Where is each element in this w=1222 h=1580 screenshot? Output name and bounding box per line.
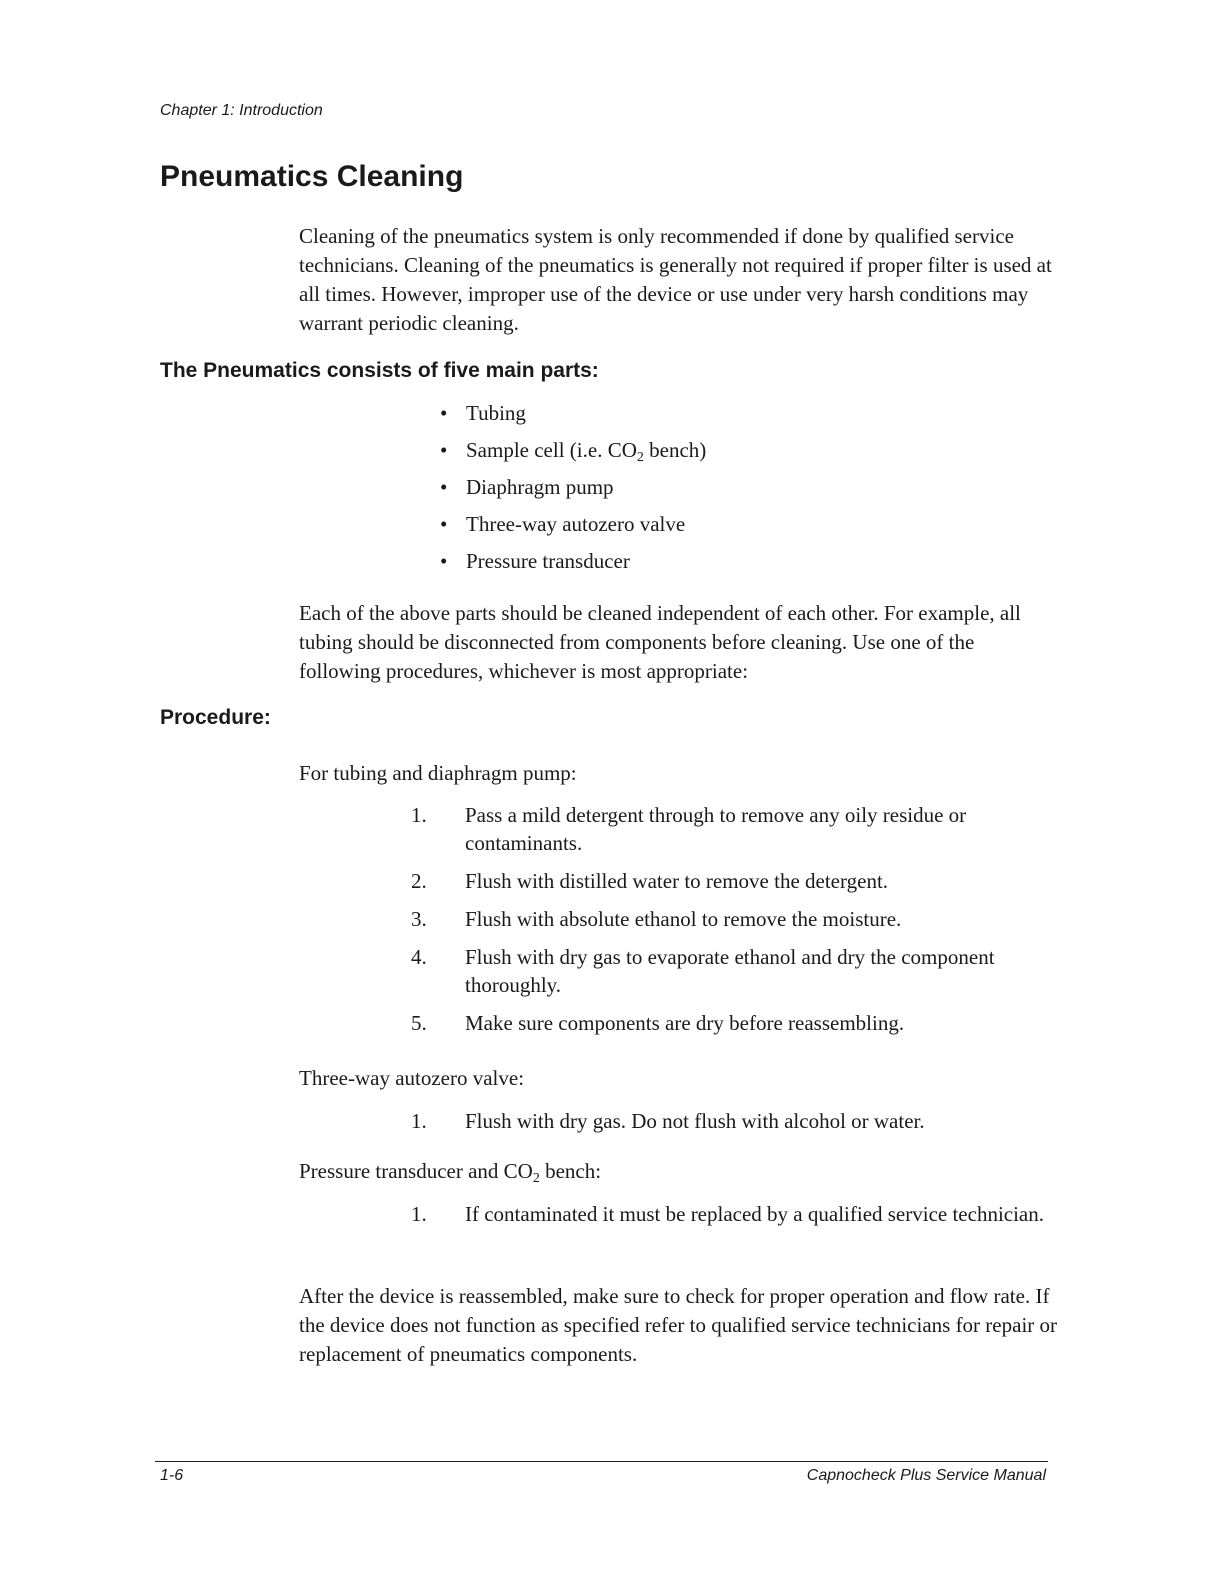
part-text: Pressure transducer (466, 549, 630, 573)
step-text: Flush with dry gas. Do not flush with alcohol or water. (465, 1109, 925, 1133)
procedure-group-label (299, 1066, 524, 1091)
label-text: Three-way autozero valve: (299, 1066, 525, 1090)
list-item (440, 472, 706, 509)
list-item (440, 435, 706, 472)
procedure-step (411, 1009, 1051, 1037)
procedure-steps (411, 1200, 1051, 1238)
part-text-suffix: bench) (643, 438, 707, 462)
procedure-step (411, 1107, 1051, 1135)
running-header-chapter: Chapter 1: Introduction (160, 102, 323, 119)
step-number: 2. (411, 869, 427, 893)
part-text: Sample cell (i.e. CO (466, 438, 637, 462)
part-text: Tubing (466, 401, 526, 425)
closing-paragraph: After the device is reassembled, make sure to check for proper operation and flow rate. If the device does not function as specified refer to qualified service technicians for repair or replacement of pneumatics components. (299, 1284, 1058, 1366)
procedure-heading: Procedure: (160, 706, 271, 729)
bullet-icon: • (440, 549, 448, 573)
parts-note-paragraph: Each of the above parts should be cleaned independent of each other. For example, all tubing should be disconnected from components before cleaning. Use one of the following procedures, whichever is most appropriate: (299, 601, 1021, 683)
label-text: For tubing and diaphragm pump: (299, 761, 577, 785)
procedure-step (411, 905, 1051, 933)
step-text: Flush with distilled water to remove the detergent. (465, 869, 889, 893)
procedure-step (411, 1200, 1051, 1228)
bullet-icon: • (440, 475, 448, 499)
subscript: 2 (636, 450, 644, 465)
label-text: Pressure transducer and CO (299, 1159, 533, 1183)
intro-paragraph: Cleaning of the pneumatics system is only recommended if done by qualified service technicians. Cleaning of the pneumatics is generally not required if proper filter is used at all times. However, improper use of the device or use under very harsh conditions may warrant periodic cleaning. (299, 224, 1052, 335)
procedure-steps (411, 801, 1051, 1047)
footer-divider (155, 1461, 1048, 1462)
step-number: 1. (411, 1202, 427, 1226)
footer-manual-title: Capnocheck Plus Service Manual (806, 1467, 1046, 1484)
list-item (440, 398, 706, 435)
parts-list (440, 398, 706, 583)
bullet-icon: • (440, 512, 448, 536)
step-text: If contaminated it must be replaced by a qualified service technician. (465, 1202, 1045, 1226)
list-item (440, 509, 706, 546)
part-text: Three-way autozero valve (466, 512, 686, 536)
step-number: 4. (411, 945, 427, 969)
subscript: 2 (532, 1171, 540, 1186)
step-text: Flush with dry gas to evaporate ethanol and dry the component thoroughly. (465, 945, 995, 997)
step-text: Flush with absolute ethanol to remove the moisture. (465, 907, 902, 931)
procedure-group-label (299, 761, 577, 786)
step-number: 3. (411, 907, 427, 931)
part-text: Diaphragm pump (466, 475, 614, 499)
bullet-icon: • (440, 438, 448, 462)
step-text: Pass a mild detergent through to remove any oily residue or contaminants. (465, 803, 967, 855)
procedure-steps (411, 1107, 1051, 1145)
footer-page-number: 1-6 (160, 1467, 184, 1484)
label-text-suffix: bench: (539, 1159, 602, 1183)
page-title: Pneumatics Cleaning (160, 160, 464, 193)
bullet-icon: • (440, 401, 448, 425)
procedure-step (411, 801, 1051, 857)
step-text: Make sure components are dry before reassembling. (465, 1011, 905, 1035)
procedure-step (411, 943, 1051, 999)
step-number: 1. (411, 803, 427, 827)
parts-heading: The Pneumatics consists of five main parts: (160, 359, 599, 382)
list-item (440, 546, 706, 583)
procedure-group-label (299, 1159, 601, 1184)
step-number: 1. (411, 1109, 427, 1133)
step-number: 5. (411, 1011, 427, 1035)
procedure-step (411, 867, 1051, 895)
